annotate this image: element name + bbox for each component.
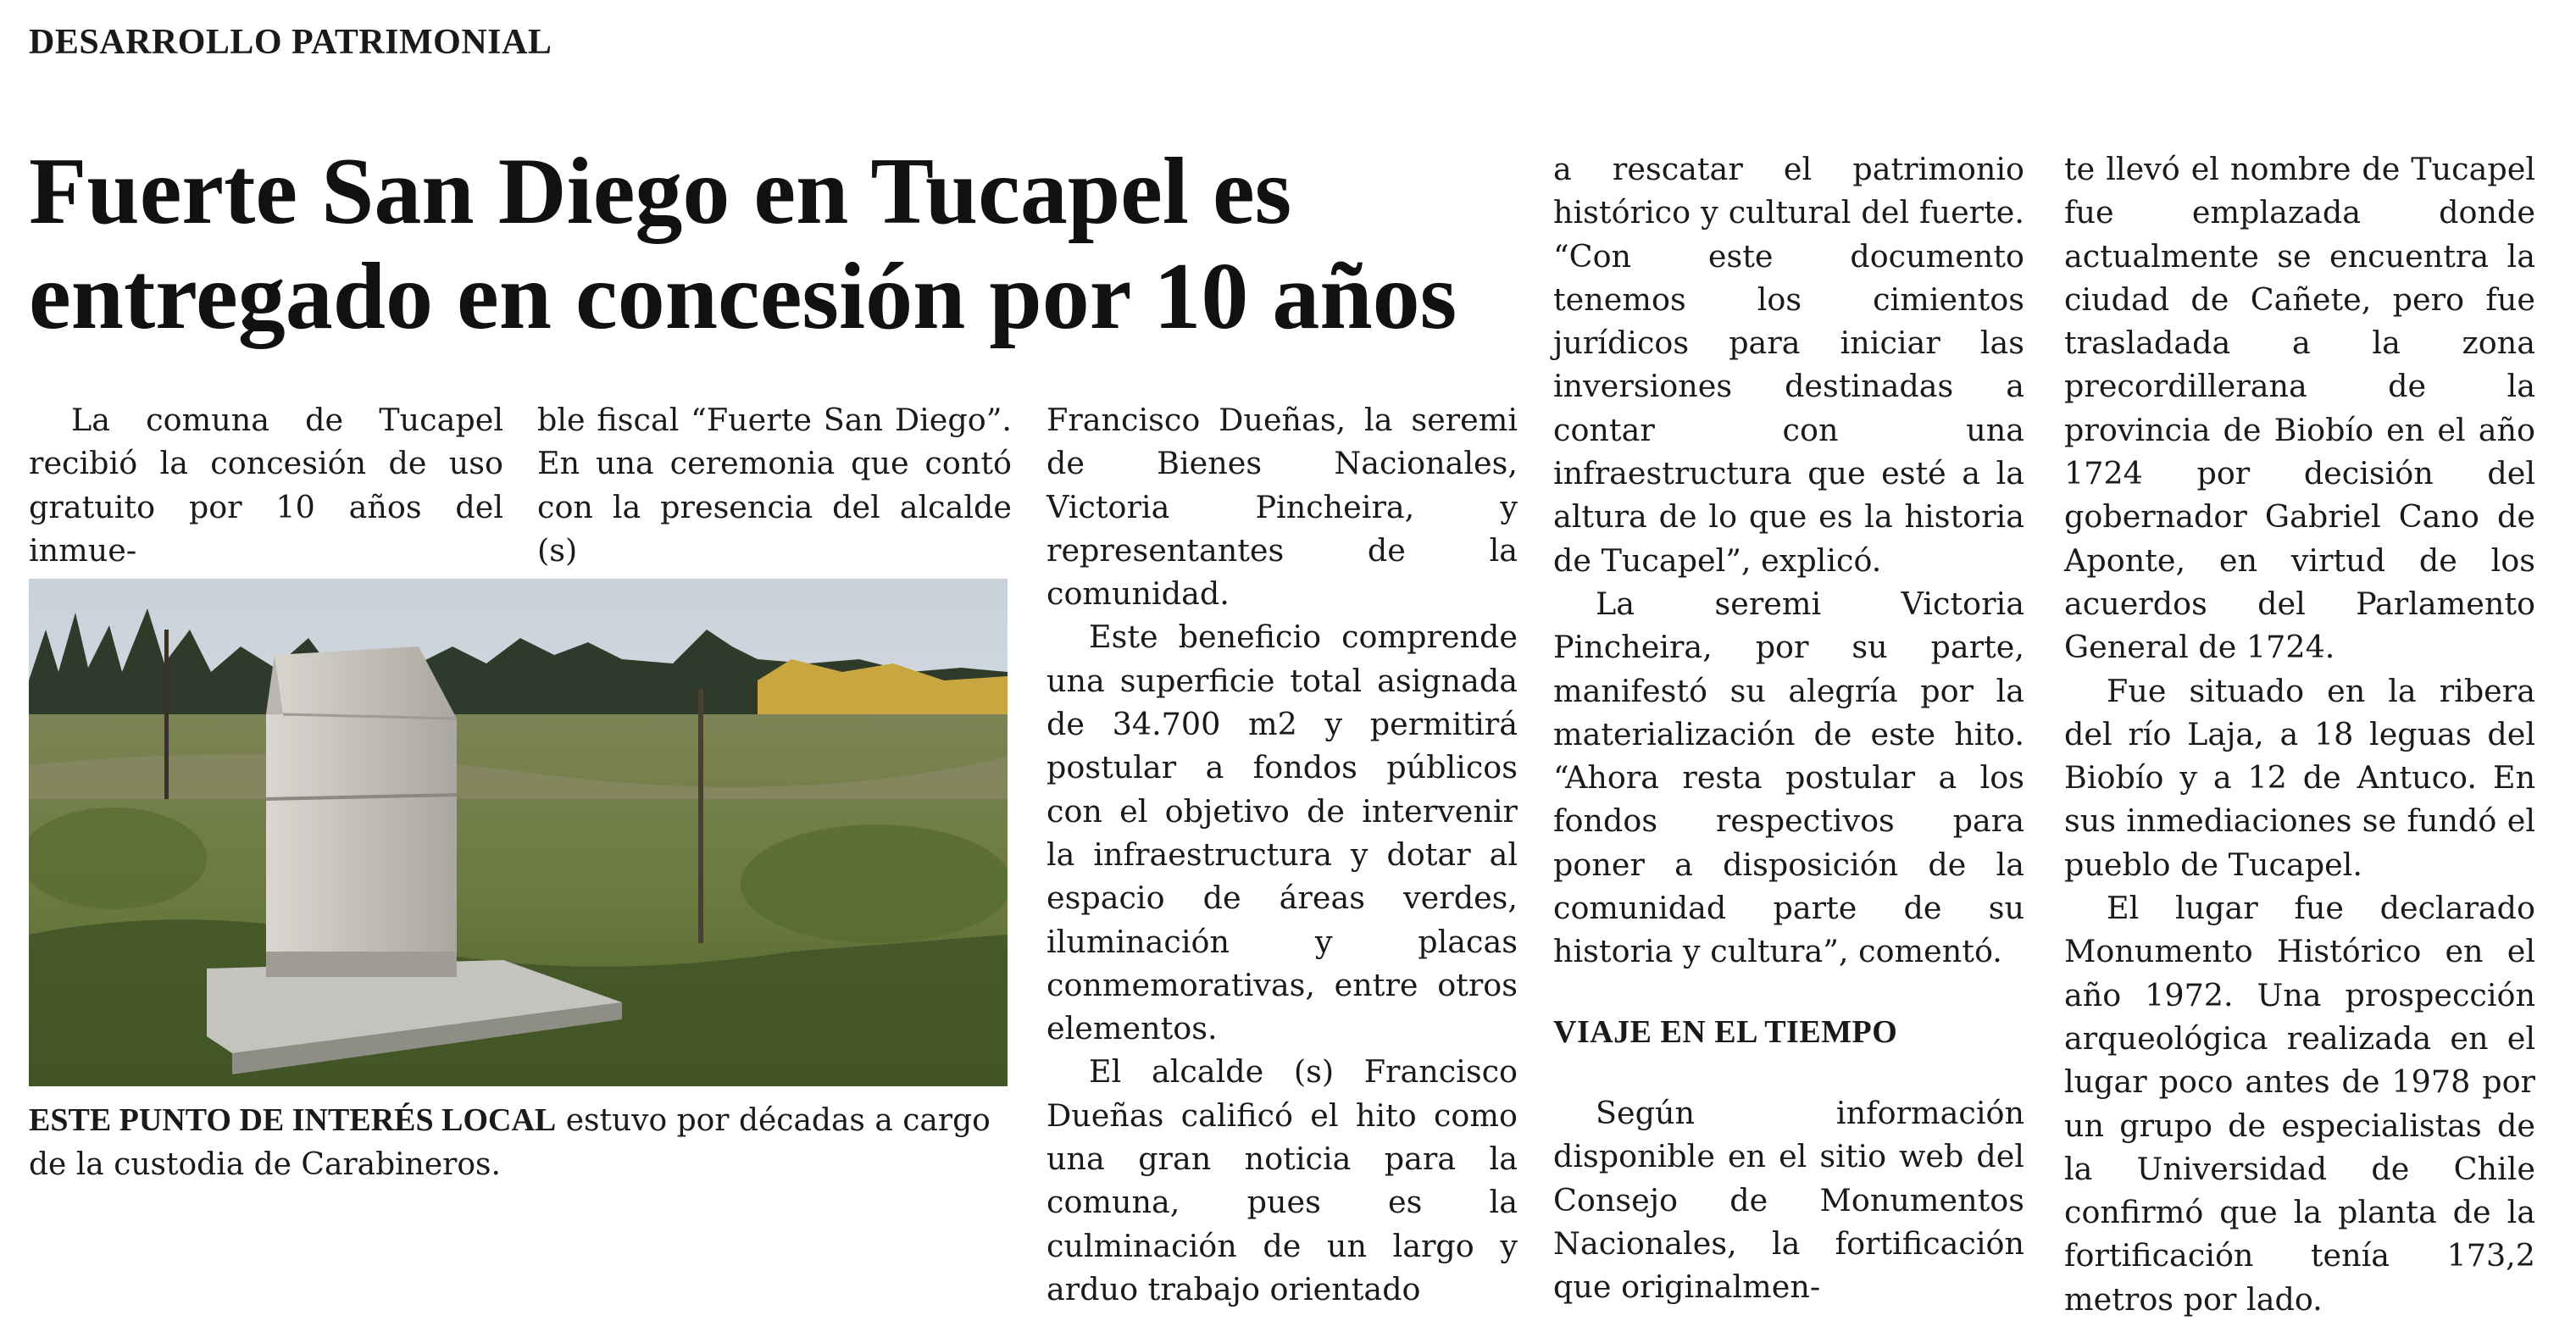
column-3-paragraph-1: Francisco Dueñas, la seremi de Bienes Nacionales, Victoria Pincheira, y representantes de la comunidad. bbox=[1046, 402, 1518, 613]
column-3 bbox=[1046, 398, 1518, 1311]
headline bbox=[29, 139, 1537, 349]
column-2 bbox=[537, 398, 1012, 572]
column-3-paragraph-3: El alcalde (s) Francisco Dueñas calificó el hito como una gran noticia para la comuna, pues es la culminación de un largo y arduo trabajo orientado bbox=[1046, 1053, 1518, 1307]
article-photo bbox=[29, 579, 1008, 1086]
column-4-paragraph-3: Según información disponible en el sitio web del Consejo de Monumentos Nacionales, la fortificación que originalmen- bbox=[1553, 1094, 2024, 1306]
caption-lead: ESTE PUNTO DE INTERÉS LOCAL bbox=[29, 1102, 557, 1138]
photo-caption bbox=[29, 1098, 1012, 1187]
column-5-paragraph-3: El lugar fue declarado Monumento Histórico en el año 1972. Una prospección arqueológica realizada en el lugar poco antes de 1978 por un grupo de especialistas de la Universidad de Chile confirmó que la planta de la fortificación tenía 173,2 metros por lado. bbox=[2064, 890, 2535, 1318]
column-5 bbox=[2064, 147, 2535, 1321]
column-4 bbox=[1553, 147, 2024, 1308]
column-4-paragraph-1: a rescatar el patrimonio histórico y cultural del fuerte. “Con este documento tenemos los cimientos jurídicos para iniciar las inversiones destinadas a contar con una infraestructura que esté a la altura de lo que es la historia de Tucapel”, explicó. bbox=[1553, 151, 2024, 579]
caption-text: estuvo por décadas a cargo de la custodia de Carabineros. bbox=[29, 1103, 991, 1182]
section-label: DESARROLLO PATRIMONIAL bbox=[29, 23, 552, 62]
column-1 bbox=[29, 398, 503, 572]
column-4-paragraph-2: La seremi Victoria Pincheira, por su parte, manifestó su alegría por la materialización de este hito. “Ahora resta postular a los fondos respectivos para poner a disposición de la comunidad parte de su historia y cultura”, comentó. bbox=[1553, 585, 2024, 970]
headline-line-1: Fuerte San Diego en Tucapel es bbox=[29, 139, 1292, 244]
monument-photo bbox=[29, 579, 1008, 1086]
column-1-paragraph: La comuna de Tucapel recibió la concesión de uso gratuito por 10 años del inmue- bbox=[29, 402, 503, 569]
headline-line-2: entregado en concesión por 10 años bbox=[29, 244, 1457, 349]
column-3-paragraph-2: Este beneficio comprende una superficie total asignada de 34.700 m2 y permitirá postular a fondos públicos con el objetivo de intervenir la infraestructura y dotar al espacio de áreas verdes, iluminación y placas conmemorativas, entre otros elementos. bbox=[1046, 619, 1518, 1047]
column-5-paragraph-2: Fue situado en la ribera del río Laja, a 18 leguas del Biobío y a 12 de Antuco. En sus inmediaciones se fundó el pueblo de Tucapel. bbox=[2064, 672, 2535, 883]
column-2-paragraph: ble fiscal “Fuerte San Diego”. En una ceremonia que contó con la presencia del alcalde (s) bbox=[537, 402, 1012, 569]
subheading: VIAJE EN EL TIEMPO bbox=[1553, 1013, 1898, 1050]
column-5-paragraph-1: te llevó el nombre de Tucapel fue emplazada donde actualmente se encuentra la ciudad de Cañete, pero fue trasladada a la zona precordillerana de la provincia de Biobío en el año 1724 por decisión del gobernador Gabriel Cano de Aponte, en virtud de los acuerdos del Parlamento General de 1724. bbox=[2064, 151, 2535, 666]
